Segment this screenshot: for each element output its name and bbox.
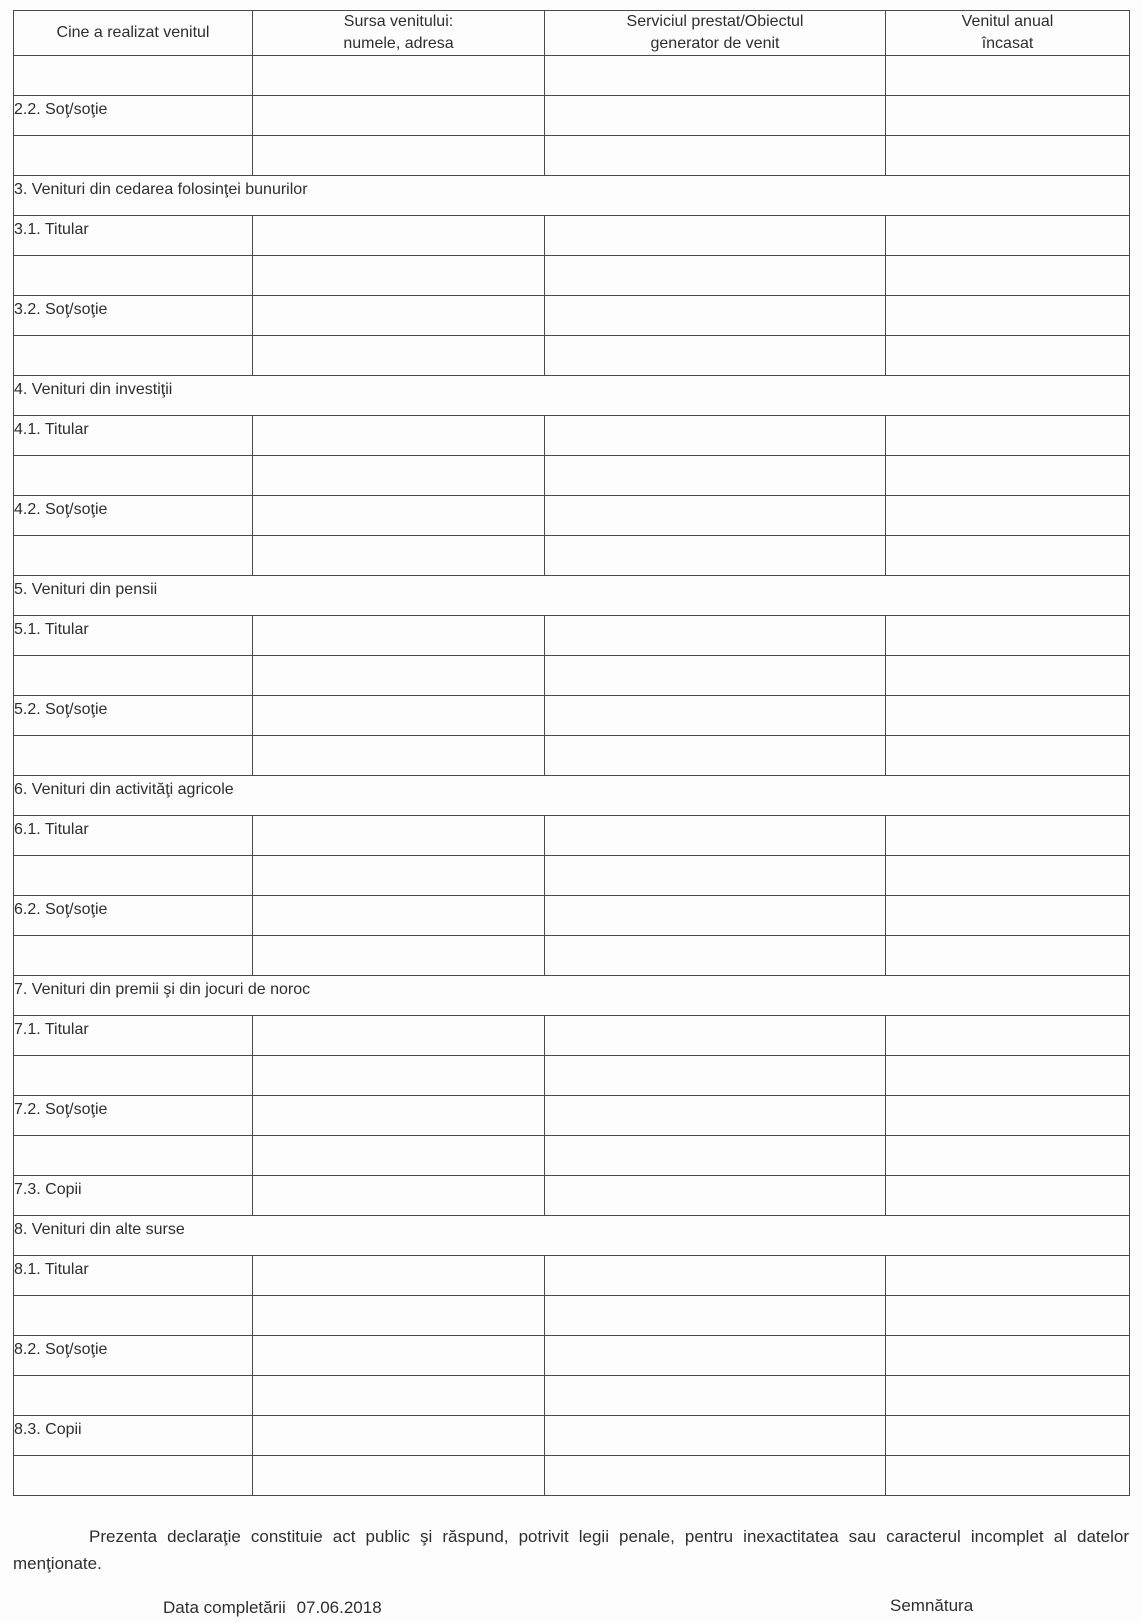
cell-income-source — [253, 536, 545, 576]
cell-annual-income — [886, 136, 1130, 176]
cell-who-earned — [14, 1136, 253, 1176]
cell-who-earned — [14, 656, 253, 696]
cell-income-source — [253, 256, 545, 296]
cell-income-source — [253, 896, 545, 936]
completion-date-value: 07.06.2018 — [296, 1598, 382, 1617]
cell-income-source — [253, 1016, 545, 1056]
table-row — [14, 1336, 1130, 1376]
section-row — [14, 176, 1130, 216]
cell-annual-income — [886, 496, 1130, 536]
cell-service-provided — [545, 1296, 886, 1336]
cell-income-source — [253, 1416, 545, 1456]
cell-who-earned — [14, 136, 253, 176]
cell-income-source — [253, 1456, 545, 1496]
section-row — [14, 776, 1130, 816]
table-row — [14, 1376, 1130, 1416]
section-title: 7. Venituri din premii şi din jocuri de noroc — [14, 976, 1130, 1016]
table-row — [14, 416, 1130, 456]
cell-annual-income — [886, 1416, 1130, 1456]
cell-annual-income — [886, 1056, 1130, 1096]
cell-service-provided — [545, 216, 886, 256]
cell-service-provided — [545, 256, 886, 296]
cell-income-source — [253, 416, 545, 456]
cell-annual-income — [886, 856, 1130, 896]
cell-annual-income — [886, 1136, 1130, 1176]
cell-service-provided — [545, 1376, 886, 1416]
table-row — [14, 616, 1130, 656]
cell-annual-income — [886, 1016, 1130, 1056]
cell-income-source — [253, 1336, 545, 1376]
cell-income-source — [253, 216, 545, 256]
cell-income-source — [253, 336, 545, 376]
table-row — [14, 256, 1130, 296]
cell-annual-income — [886, 816, 1130, 856]
cell-annual-income — [886, 696, 1130, 736]
cell-who-earned: 5.1. Titular — [14, 616, 253, 656]
cell-who-earned — [14, 256, 253, 296]
cell-income-source — [253, 856, 545, 896]
header-service-provided: Serviciul prestat/Obiectul generator de venit — [545, 11, 886, 56]
cell-who-earned: 5.2. Soţ/soţie — [14, 696, 253, 736]
table-row — [14, 736, 1130, 776]
section-row — [14, 576, 1130, 616]
section-title: 8. Venituri din alte surse — [14, 1216, 1130, 1256]
cell-annual-income — [886, 736, 1130, 776]
cell-income-source — [253, 96, 545, 136]
cell-who-earned: 3.2. Soţ/soţie — [14, 296, 253, 336]
cell-annual-income — [886, 1096, 1130, 1136]
table-row — [14, 96, 1130, 136]
table-row — [14, 336, 1130, 376]
cell-who-earned — [14, 1296, 253, 1336]
cell-who-earned: 4.2. Soţ/soţie — [14, 496, 253, 536]
cell-annual-income — [886, 96, 1130, 136]
header-who-earned: Cine a realizat venitul — [14, 11, 253, 56]
cell-who-earned: 4.1. Titular — [14, 416, 253, 456]
section-title: 3. Venituri din cedarea folosinţei bunurilor — [14, 176, 1130, 216]
cell-income-source — [253, 936, 545, 976]
cell-who-earned — [14, 56, 253, 96]
cell-annual-income — [886, 456, 1130, 496]
cell-income-source — [253, 656, 545, 696]
cell-service-provided — [545, 816, 886, 856]
cell-income-source — [253, 736, 545, 776]
table-row — [14, 536, 1130, 576]
cell-annual-income — [886, 56, 1130, 96]
cell-annual-income — [886, 1176, 1130, 1216]
cell-who-earned: 8.1. Titular — [14, 1256, 253, 1296]
cell-income-source — [253, 616, 545, 656]
cell-service-provided — [545, 696, 886, 736]
cell-service-provided — [545, 896, 886, 936]
declaration-text: Prezenta declaraţie constituie act public şi răspund, potrivit legii penale, pentru inexactitatea sau caracterul incomplet al datelor menţionate. — [13, 1527, 1129, 1573]
table-header-row — [14, 11, 1130, 56]
cell-annual-income — [886, 1256, 1130, 1296]
cell-service-provided — [545, 1056, 886, 1096]
cell-income-source — [253, 56, 545, 96]
cell-service-provided — [545, 1416, 886, 1456]
cell-who-earned — [14, 1056, 253, 1096]
cell-who-earned: 7.3. Copii — [14, 1176, 253, 1216]
cell-income-source — [253, 136, 545, 176]
cell-service-provided — [545, 416, 886, 456]
cell-income-source — [253, 1256, 545, 1296]
cell-service-provided — [545, 616, 886, 656]
cell-income-source — [253, 496, 545, 536]
header-income-source: Sursa venitului: numele, adresa — [253, 11, 545, 56]
section-title: 5. Venituri din pensii — [14, 576, 1130, 616]
table-row — [14, 656, 1130, 696]
table-row — [14, 56, 1130, 96]
cell-who-earned: 3.1. Titular — [14, 216, 253, 256]
cell-service-provided — [545, 1256, 886, 1296]
cell-service-provided — [545, 1456, 886, 1496]
signature-label: Semnătura — [890, 1596, 974, 1615]
table-row — [14, 696, 1130, 736]
table-row — [14, 816, 1130, 856]
cell-who-earned — [14, 456, 253, 496]
cell-annual-income — [886, 936, 1130, 976]
cell-annual-income — [886, 656, 1130, 696]
cell-income-source — [253, 1376, 545, 1416]
cell-service-provided — [545, 936, 886, 976]
table-row — [14, 936, 1130, 976]
cell-who-earned: 2.2. Soţ/soţie — [14, 96, 253, 136]
cell-service-provided — [545, 296, 886, 336]
cell-service-provided — [545, 856, 886, 896]
cell-who-earned: 6.2. Soţ/soţie — [14, 896, 253, 936]
cell-annual-income — [886, 336, 1130, 376]
table-row — [14, 136, 1130, 176]
cell-service-provided — [545, 96, 886, 136]
cell-who-earned — [14, 856, 253, 896]
cell-who-earned: 8.2. Soţ/soţie — [14, 1336, 253, 1376]
table-row — [14, 1176, 1130, 1216]
cell-annual-income — [886, 1336, 1130, 1376]
cell-who-earned — [14, 936, 253, 976]
cell-who-earned — [14, 1376, 253, 1416]
cell-service-provided — [545, 496, 886, 536]
table-row — [14, 456, 1130, 496]
table-row — [14, 896, 1130, 936]
cell-who-earned: 7.1. Titular — [14, 1016, 253, 1056]
table-row — [14, 1096, 1130, 1136]
cell-income-source — [253, 456, 545, 496]
completion-date-label: Data completării — [163, 1598, 286, 1617]
cell-income-source — [253, 1096, 545, 1136]
table-body — [14, 56, 1130, 1496]
section-row — [14, 976, 1130, 1016]
table-row — [14, 1056, 1130, 1096]
cell-income-source — [253, 1136, 545, 1176]
completion-date — [163, 1598, 382, 1618]
table-row — [14, 1416, 1130, 1456]
cell-income-source — [253, 296, 545, 336]
cell-service-provided — [545, 1016, 886, 1056]
cell-service-provided — [545, 736, 886, 776]
cell-service-provided — [545, 1136, 886, 1176]
cell-annual-income — [886, 296, 1130, 336]
cell-income-source — [253, 1176, 545, 1216]
table-row — [14, 296, 1130, 336]
cell-who-earned — [14, 336, 253, 376]
cell-annual-income — [886, 216, 1130, 256]
cell-service-provided — [545, 1336, 886, 1376]
section-row — [14, 376, 1130, 416]
cell-annual-income — [886, 616, 1130, 656]
cell-annual-income — [886, 416, 1130, 456]
cell-annual-income — [886, 896, 1130, 936]
cell-income-source — [253, 696, 545, 736]
cell-service-provided — [545, 1176, 886, 1216]
income-table — [13, 10, 1130, 1496]
cell-service-provided — [545, 536, 886, 576]
table-row — [14, 1296, 1130, 1336]
table-row — [14, 1136, 1130, 1176]
table-row — [14, 1456, 1130, 1496]
section-title: 6. Venituri din activităţi agricole — [14, 776, 1130, 816]
header-annual-income: Venitul anual încasat — [886, 11, 1130, 56]
cell-who-earned — [14, 1456, 253, 1496]
cell-service-provided — [545, 656, 886, 696]
table-row — [14, 216, 1130, 256]
cell-annual-income — [886, 1296, 1130, 1336]
cell-annual-income — [886, 536, 1130, 576]
cell-income-source — [253, 1056, 545, 1096]
cell-income-source — [253, 816, 545, 856]
cell-service-provided — [545, 56, 886, 96]
section-title: 4. Venituri din investiţii — [14, 376, 1130, 416]
cell-annual-income — [886, 256, 1130, 296]
table-row — [14, 1256, 1130, 1296]
cell-service-provided — [545, 336, 886, 376]
cell-who-earned: 6.1. Titular — [14, 816, 253, 856]
cell-annual-income — [886, 1376, 1130, 1416]
table-row — [14, 1016, 1130, 1056]
table-row — [14, 856, 1130, 896]
cell-service-provided — [545, 136, 886, 176]
cell-who-earned — [14, 536, 253, 576]
section-row — [14, 1216, 1130, 1256]
table-row — [14, 496, 1130, 536]
cell-who-earned: 7.2. Soţ/soţie — [14, 1096, 253, 1136]
cell-who-earned: 8.3. Copii — [14, 1416, 253, 1456]
cell-annual-income — [886, 1456, 1130, 1496]
cell-income-source — [253, 1296, 545, 1336]
cell-who-earned — [14, 736, 253, 776]
cell-service-provided — [545, 1096, 886, 1136]
cell-service-provided — [545, 456, 886, 496]
